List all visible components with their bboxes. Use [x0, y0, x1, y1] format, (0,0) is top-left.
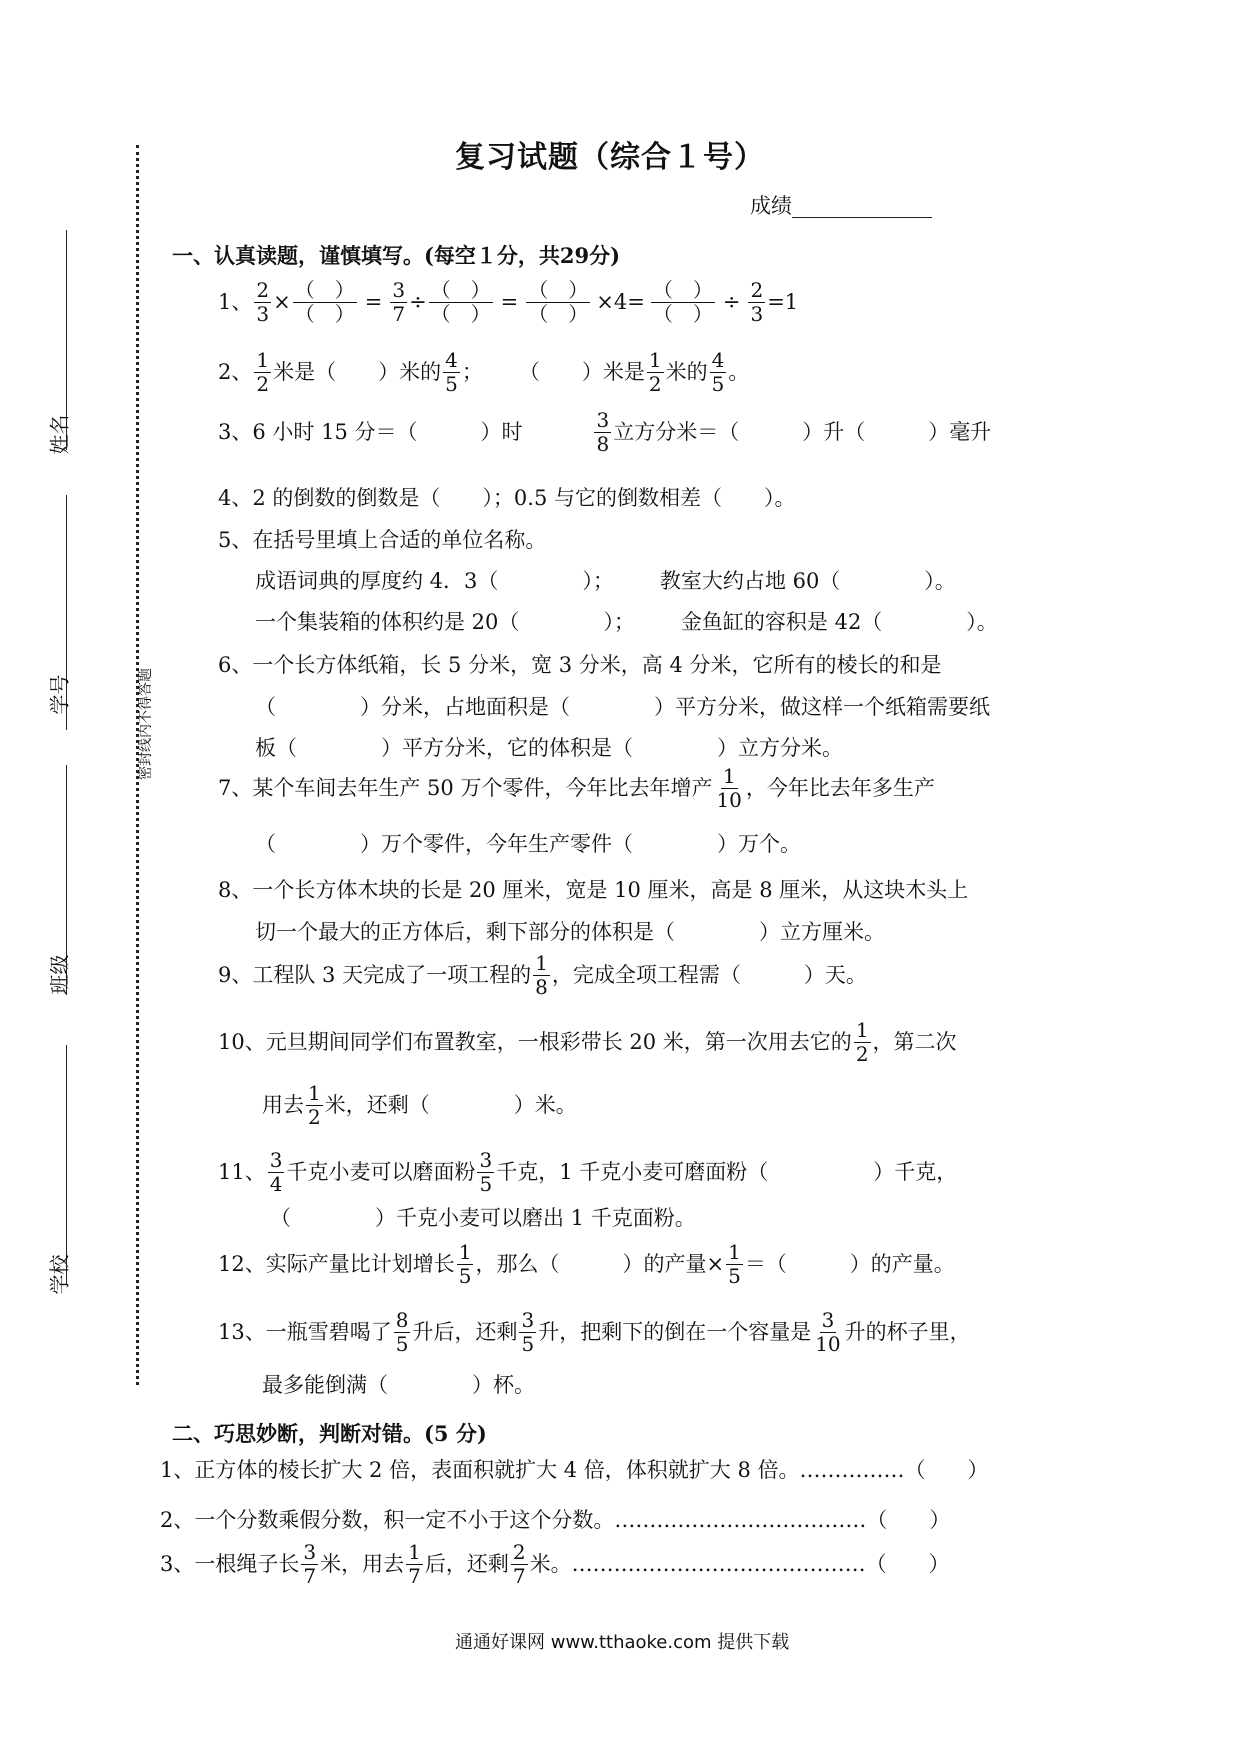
question-10: 10、 元旦期间同学们布置教室，一根彩带长 20 米，第一次用去它的 $\frac{1}{2}$ ，第二次 — [218, 1018, 957, 1066]
question-5-line-2: 一个集装箱的体积约是 20（ ）； 金鱼缸的容积是 42（ ）。 — [255, 610, 998, 634]
question-11-line-2: （ ）千克小麦可以磨出 1 千克面粉。 — [270, 1206, 696, 1230]
seal-note: 密封线内不得答题 — [138, 668, 154, 780]
question-7: 7、 某个车间去年生产 50 万个零件，今年比去年增产 $\frac{1}{10}$ ，今年比去年多生产 — [218, 764, 935, 812]
question-3: 3、 6 小时 15 分＝（ ）时 $\frac{3}{8}$ 立方分米＝（ ）升（ ）毫升 — [218, 408, 992, 456]
question-5: 5、在括号里填上合适的单位名称。 — [218, 528, 547, 552]
question-11: 11、 $\frac{3}{4}$ 千克小麦可以磨面粉 $\frac{3}{5}$ 千克，1 千克小麦可磨面粉（ ）千克， — [218, 1148, 958, 1196]
school-line[interactable] — [66, 1045, 67, 1285]
id-label: 学号 — [47, 674, 72, 715]
page-title: 复习试题（综合１号） — [455, 140, 765, 175]
q1-blank-3[interactable]: $\frac{( )}{( )}$ — [528, 278, 589, 326]
judge-3-answer[interactable]: （ ） — [865, 1552, 950, 1576]
q1-blank-4[interactable]: $\frac{( )}{( )}$ — [652, 278, 713, 326]
footer-text: 通通好课网 www.tthaoke.com 提供下载 — [455, 1632, 790, 1653]
question-6-line-2: （ ）分米，占地面积是（ ）平方分米，做这样一个纸箱需要纸 — [255, 695, 990, 719]
judge-3: 3、一根绳子长 $\frac{3}{7}$ 米，用去 $\frac{1}{7}$ 后，还剩 $\frac{2}{7}$ 米。…………………………………… （ ） — [160, 1540, 950, 1588]
score-blank[interactable] — [792, 196, 932, 218]
question-6: 6、一个长方体纸箱，长 5 分米，宽 3 分米，高 4 分米，它所有的棱长的和是 — [218, 653, 942, 677]
question-2: 2、 $\frac{1}{2}$ 米是（ ）米的 $\frac{4}{5}$ ； （ ）米是 $\frac{1}{2}$ 米的 $\frac{4}{5}$ 。 — [218, 348, 750, 396]
judge-2-answer[interactable]: （ ） — [866, 1508, 951, 1532]
school-label: 学校 — [47, 1254, 72, 1295]
question-8-line-2: 切一个最大的正方体后，剩下部分的体积是（ ）立方厘米。 — [255, 920, 885, 944]
judge-2: 2、一个分数乘假分数，积一定不小于这个分数。………………………………（ ） — [160, 1508, 951, 1532]
judge-1-answer[interactable]: （ ） — [904, 1458, 989, 1482]
q1-blank-2[interactable]: $\frac{( )}{( )}$ — [430, 278, 491, 326]
question-12: 12、 实际产量比计划增长 $\frac{1}{5}$ ，那么（ ）的产量× $\frac{1}{5}$ ＝（ ）的产量。 — [218, 1240, 955, 1288]
q1-blank-1[interactable]: $\frac{( )}{( )}$ — [294, 278, 355, 326]
question-6-line-3: 板（ ）平方分米，它的体积是（ ）立方分米。 — [255, 736, 843, 760]
question-10-line-2: 用去 $\frac{1}{2}$ 米，还剩（ ）米。 — [262, 1081, 577, 1129]
section2-heading: 二、巧思妙断，判断对错。(5 分) — [172, 1421, 487, 1446]
score-field — [750, 196, 932, 218]
question-4: 4、2 的倒数的倒数是（ ）；0.5 与它的倒数相差（ ）。 — [218, 486, 796, 510]
name-label: 姓名 — [47, 414, 72, 455]
question-1: 1、 $\frac{2}{3}$ × $\frac{( )}{( )}$ = $\frac{3}{7}$ ÷ $\frac{( )}{( )}$ = $\frac{( )}{( )}$ ×4= $\frac{( )}{( )}$ ÷ $\frac{2}{3}$ =1 — [218, 278, 799, 326]
section1-heading: 一、认真读题，谨慎填写。(每空１分，共29分) — [172, 243, 621, 268]
question-5-line-1: 成语词典的厚度约 4．3（ ）； 教室大约占地 60（ ）。 — [255, 569, 956, 593]
question-13: 13、 一瓶雪碧喝了 $\frac{8}{5}$ 升后，还剩 $\frac{3}{5}$ 升，把剩下的倒在一个容量是 $\frac{3}{10}$ 升的杯子里， — [218, 1308, 971, 1356]
question-13-line-2: 最多能倒满（ ）杯。 — [262, 1373, 535, 1397]
question-9: 9、 工程队 3 天完成了一项工程的 $\frac{1}{8}$ ，完成全项工程需（ ）天。 — [218, 951, 867, 999]
class-label: 班级 — [47, 954, 72, 995]
judge-1: 1、正方体的棱长扩大 2 倍，表面积就扩大 4 倍，体积就扩大 8 倍。……………（ ） — [160, 1458, 989, 1482]
question-8: 8、一个长方体木块的长是 20 厘米，宽是 10 厘米，高是 8 厘米，从这块木头上 — [218, 878, 969, 902]
question-7-line-2: （ ）万个零件，今年生产零件（ ）万个。 — [255, 832, 801, 856]
score-label: 成绩 — [750, 194, 792, 218]
